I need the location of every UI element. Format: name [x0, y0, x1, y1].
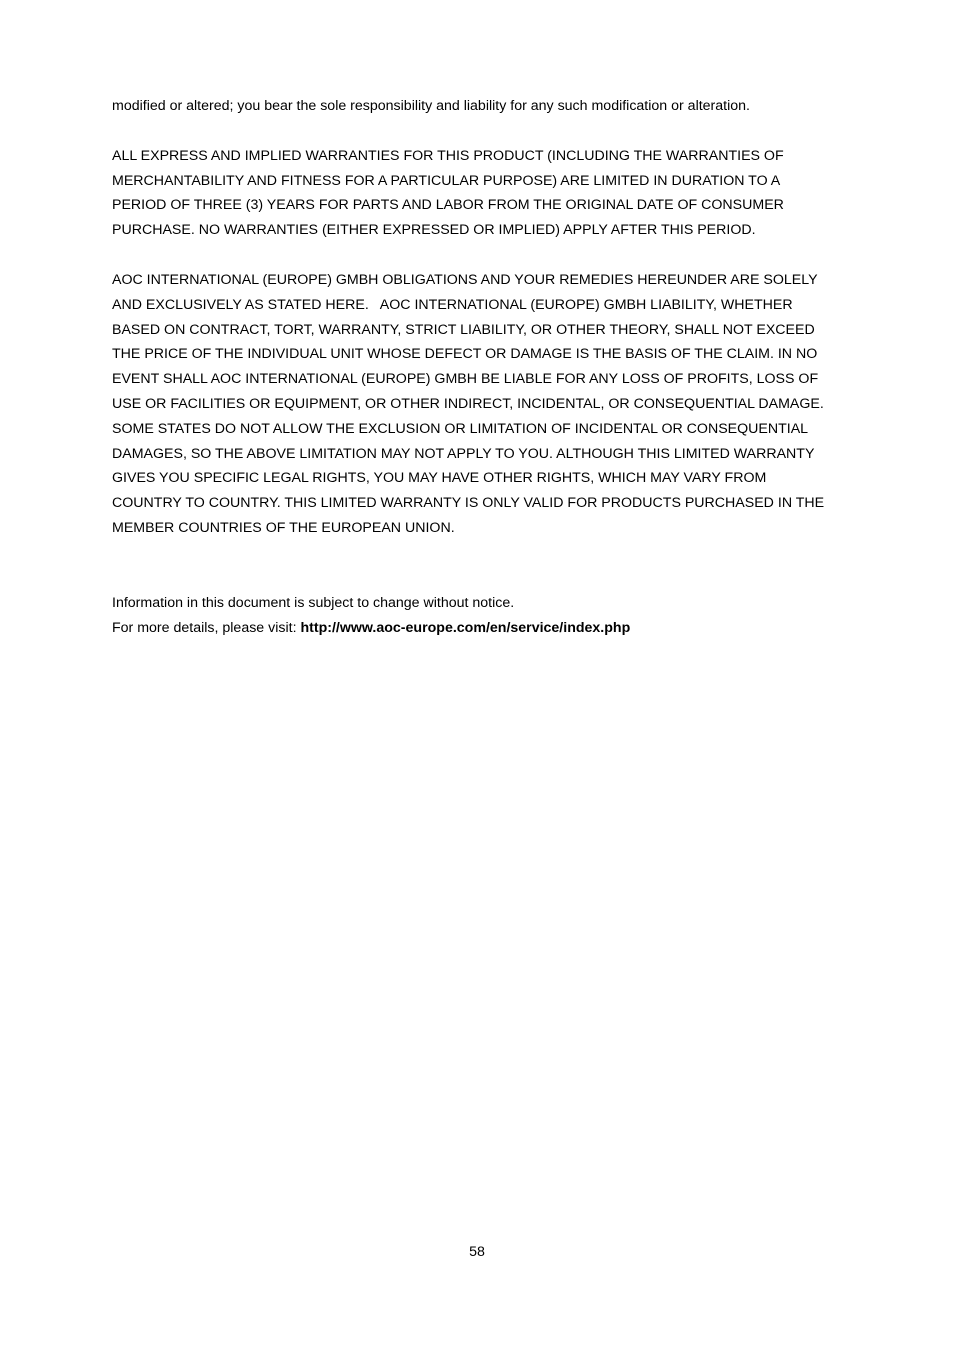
text-line: USE OR FACILITIES OR EQUIPMENT, OR OTHER INDIRECT, INCIDENTAL, OR CONSEQUENTIAL DAMAGE. [112, 395, 824, 412]
paragraph-spacer [112, 243, 840, 268]
continuation-text [112, 94, 840, 119]
text-line: ALL EXPRESS AND IMPLIED WARRANTIES FOR THIS PRODUCT (INCLUDING THE WARRANTIES OF [112, 147, 784, 164]
text-line: PURCHASE. NO WARRANTIES (EITHER EXPRESSED OR IMPLIED) APPLY AFTER THIS PERIOD. [112, 222, 756, 239]
details-prefix: For more details, please visit: [112, 619, 301, 636]
service-url-link[interactable]: http://www.aoc-europe.com/en/service/index.php [300, 619, 631, 636]
text-line: BASED ON CONTRACT, TORT, WARRANTY, STRICT LIABILITY, OR OTHER THEORY, SHALL NOT EXCEED [112, 321, 815, 338]
text-line: DAMAGES, SO THE ABOVE LIMITATION MAY NOT APPLY TO YOU. ALTHOUGH THIS LIMITED WARRANTY [112, 445, 815, 462]
text-line: SOME STATES DO NOT ALLOW THE EXCLUSION OR LIMITATION OF INCIDENTAL OR CONSEQUENTIAL [112, 420, 809, 437]
notice-paragraph [112, 591, 840, 641]
text-line: EVENT SHALL AOC INTERNATIONAL (EUROPE) GMBH BE LIABLE FOR ANY LOSS OF PROFITS, LOSS OF [112, 371, 819, 388]
text-line: PERIOD OF THREE (3) YEARS FOR PARTS AND LABOR FROM THE ORIGINAL DATE OF CONSUMER [112, 197, 784, 214]
text-line: GIVES YOU SPECIFIC LEGAL RIGHTS, YOU MAY HAVE OTHER RIGHTS, WHICH MAY VARY FROM [112, 470, 767, 487]
section-spacer [112, 541, 840, 591]
text-line: AND EXCLUSIVELY AS STATED HERE. AOC INTERNATIONAL (EUROPE) GMBH LIABILITY, WHETHER [112, 296, 793, 313]
text-line: AOC INTERNATIONAL (EUROPE) GMBH OBLIGATIONS AND YOUR REMEDIES HEREUNDER ARE SOLELY [112, 271, 818, 288]
notice-text: Information in this document is subject to change without notice. [112, 594, 515, 611]
page-content [112, 94, 840, 640]
text-line: THE PRICE OF THE INDIVIDUAL UNIT WHOSE DEFECT OR DAMAGE IS THE BASIS OF THE CLAIM. IN NO [112, 346, 818, 363]
text-line: COUNTRY TO COUNTRY. THIS LIMITED WARRANTY IS ONLY VALID FOR PRODUCTS PURCHASED IN THE [112, 495, 825, 512]
warranty-paragraph [112, 144, 840, 243]
text-line: MEMBER COUNTRIES OF THE EUROPEAN UNION. [112, 519, 455, 536]
paragraph-spacer [112, 119, 840, 144]
liability-paragraph [112, 268, 840, 541]
text-line: modified or altered; you bear the sole responsibility and liability for any such modification or alteration. [112, 98, 750, 114]
details-line [112, 616, 840, 641]
page-number: 58 [469, 1244, 485, 1260]
text-line: MERCHANTABILITY AND FITNESS FOR A PARTICULAR PURPOSE) ARE LIMITED IN DURATION TO A [112, 172, 781, 189]
